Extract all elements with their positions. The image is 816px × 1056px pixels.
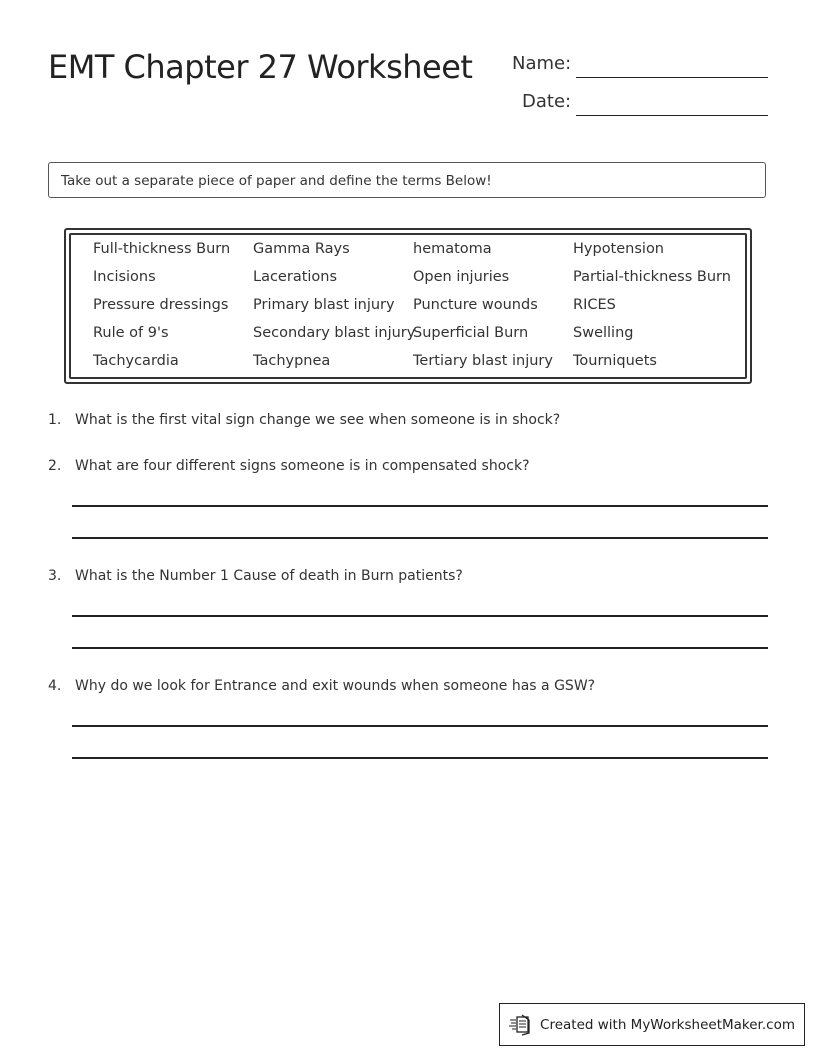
question-1-number: 1. bbox=[48, 412, 62, 428]
answer-line[interactable] bbox=[72, 647, 768, 649]
date-label: Date: bbox=[522, 91, 572, 112]
name-line[interactable] bbox=[576, 77, 768, 78]
answer-line[interactable] bbox=[72, 537, 768, 539]
word-bank-term: Open injuries bbox=[413, 269, 510, 285]
worksheet-title: EMT Chapter 27 Worksheet bbox=[48, 48, 473, 86]
question-4-number: 4. bbox=[48, 678, 62, 694]
word-bank-term: Primary blast injury bbox=[253, 297, 395, 313]
credit-text: Created with MyWorksheetMaker.com bbox=[540, 1016, 795, 1033]
word-bank-term: Full-thickness Burn bbox=[93, 241, 231, 257]
word-bank-term: RICES bbox=[573, 297, 616, 313]
question-1-text: What is the first vital sign change we see when someone is in shock? bbox=[75, 412, 561, 428]
question-3-text: What is the Number 1 Cause of death in Burn patients? bbox=[75, 568, 463, 584]
word-bank-term: Secondary blast injury bbox=[253, 325, 416, 341]
answer-line[interactable] bbox=[72, 615, 768, 617]
word-bank-term: Rule of 9's bbox=[93, 325, 169, 341]
answer-line[interactable] bbox=[72, 757, 768, 759]
word-bank-term: Superficial Burn bbox=[413, 325, 529, 341]
word-bank-term: Gamma Rays bbox=[253, 241, 350, 257]
word-bank-term: Tachypnea bbox=[253, 353, 331, 369]
word-bank-term: Puncture wounds bbox=[413, 297, 538, 313]
worksheet-maker-logo-icon bbox=[509, 1014, 533, 1036]
question-3-number: 3. bbox=[48, 568, 62, 584]
word-bank-term: Tertiary blast injury bbox=[413, 353, 553, 369]
word-bank-term: Partial-thickness Burn bbox=[573, 269, 731, 285]
word-bank-term: Hypotension bbox=[573, 241, 665, 257]
word-bank-term: Swelling bbox=[573, 325, 634, 341]
word-bank-term: Incisions bbox=[93, 269, 156, 285]
word-bank-term: Tachycardia bbox=[93, 353, 179, 369]
word-bank-term: Lacerations bbox=[253, 269, 338, 285]
credit-box[interactable] bbox=[499, 1003, 805, 1046]
word-bank-term: hematoma bbox=[413, 241, 492, 257]
question-2-number: 2. bbox=[48, 458, 62, 474]
word-bank-term: Pressure dressings bbox=[93, 297, 229, 313]
answer-line[interactable] bbox=[72, 725, 768, 727]
question-4-text: Why do we look for Entrance and exit wounds when someone has a GSW? bbox=[75, 678, 596, 694]
instructions-box: Take out a separate piece of paper and define the terms Below! bbox=[48, 162, 766, 198]
answer-line[interactable] bbox=[72, 505, 768, 507]
question-2-text: What are four different signs someone is in compensated shock? bbox=[75, 458, 530, 474]
word-bank-term: Tourniquets bbox=[573, 353, 657, 369]
date-line[interactable] bbox=[576, 115, 768, 116]
name-label: Name: bbox=[512, 53, 572, 74]
